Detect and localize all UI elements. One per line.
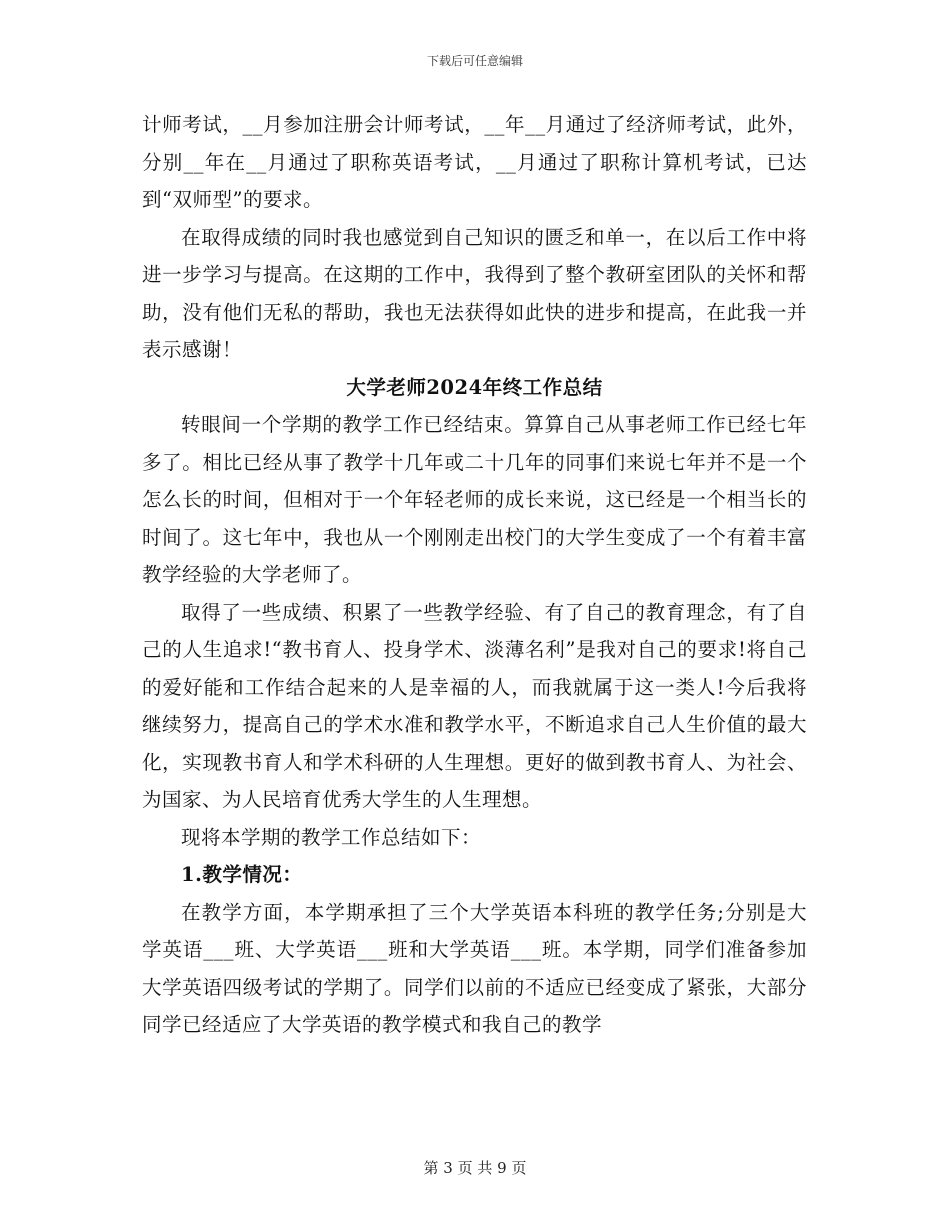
page-number: 第 3 页 共 9 页: [423, 1159, 527, 1177]
section-heading-teaching: 1.教学情况：: [181, 863, 303, 886]
paragraph-achievements: 取得了一些成绩、积累了一些教学经验、有了自己的教育理念，有了自己的人生追求!“教书育人、投身学术、淡薄名利”是我对自己的要求!将自己的爱好能和工作结合起来的人是幸福的人，而我就属于这一类人!今后我将继续努力，提高自己的学术水准和教学水平，不断追求自己人生价值的最大化，实现教书育人和学术科研的人生理想。更好的做到教书育人、为社会、为国家、为人民培育优秀大学生的人生理想。: [142, 600, 807, 811]
paragraph-intro: 转眼间一个学期的教学工作已经结束。算算自己从事老师工作已经七年多了。相比已经从事了教学十几年或二十几年的同事们来说七年并不是一个怎么长的时间，但相对于一个年轻老师的成长来说，这已经是一个相当长的时间了。这七年中，我也从一个刚刚走出校门的大学生变成了一个有着丰富教学经验的大学老师了。: [142, 413, 807, 586]
paragraph-teaching: 在教学方面，本学期承担了三个大学英语本科班的教学任务;分别是大学英语___班、大学英语___班和大学英语___班。本学期，同学们准备参加大学英语四级考试的学期了。同学们以前的不适应已经变成了紧张，大部分同学已经适应了大学英语的教学模式和我自己的教学: [142, 900, 807, 1036]
paragraph-exam-record: 计师考试，__月参加注册会计师考试，__年__月通过了经济师考试，此外，分别__年在__月通过了职称英语考试，__月通过了职称计算机考试，已达到“双师型”的要求。: [142, 113, 807, 211]
document-body: [142, 106, 807, 1044]
paragraph-summary-lead: 现将本学期的教学工作总结如下：: [181, 825, 482, 849]
paragraph-gratitude: 在取得成绩的同时我也感觉到自己知识的匮乏和单一，在以后工作中将进一步学习与提高。在这期的工作中，我得到了整个教研室团队的关怀和帮助，没有他们无私的帮助，我也无法获得如此快的进步和提高，在此我一并表示感谢！: [142, 225, 807, 361]
document-title: 大学老师2024年终工作总结: [346, 375, 603, 399]
page-header-note: 下载后可任意编辑: [426, 54, 523, 68]
